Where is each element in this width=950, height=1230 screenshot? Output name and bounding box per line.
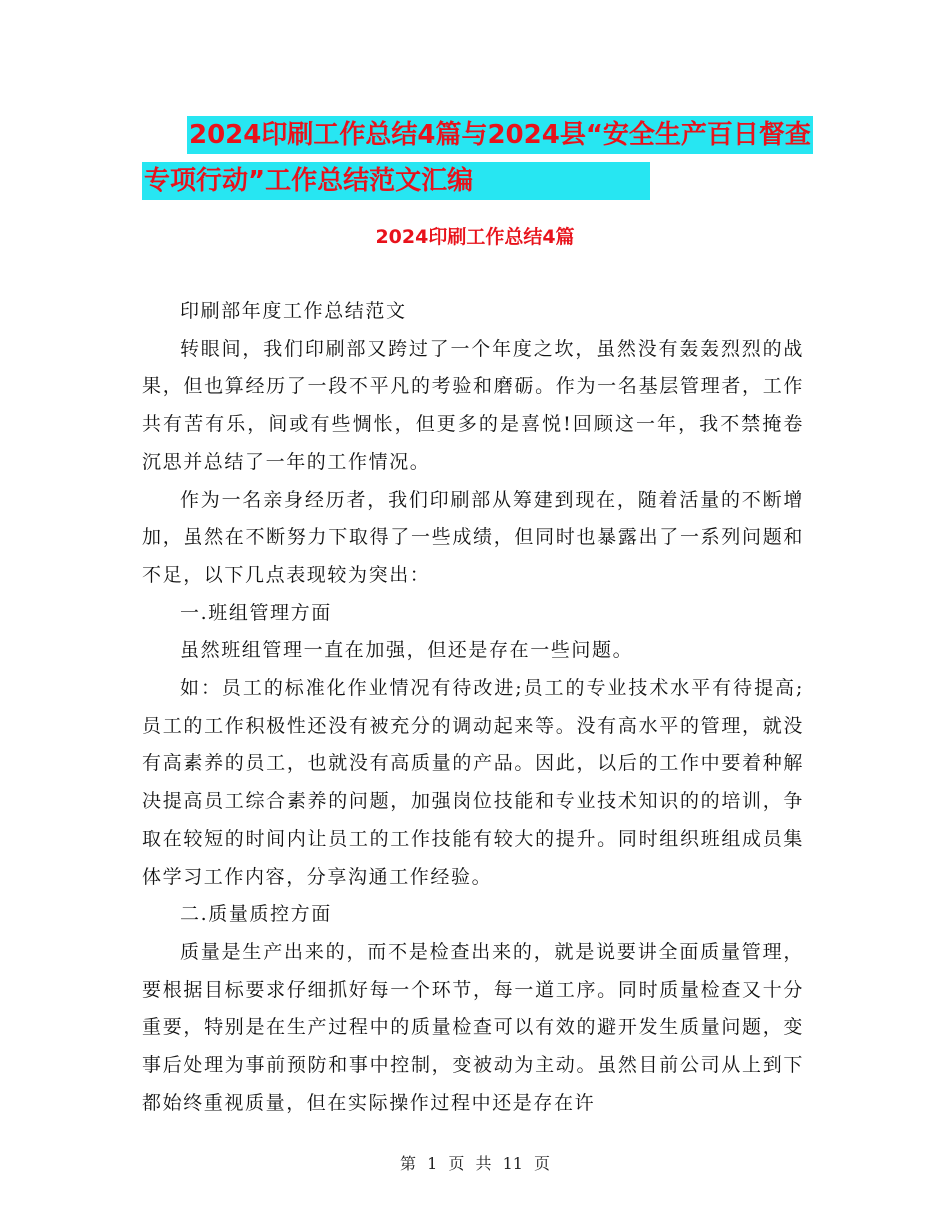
footer-page-number: 1: [427, 1154, 438, 1173]
footer-total-suffix: 页: [534, 1154, 551, 1173]
footer-page-prefix: 第: [399, 1154, 416, 1173]
footer-total-prefix: 共: [475, 1154, 492, 1173]
heading-team-management: 一.班组管理方面: [180, 601, 332, 624]
paragraph-team-details: 如：员工的标准化作业情况有待改进;员工的专业技术水平有待提高;员工的工作积极性还没有被充分的调动起来等。没有高水平的管理，就没有高素养的员工，也就没有高质量的产品。因此，以后的工作中要着种解决提高员工综合素养的问题，加强岗位技能和专业技术知识的的培训，争取在较短的时间内让员工的工作技能有较大的提升。同时组织班组成员集体学习工作内容，分享沟通工作经验。: [142, 677, 804, 888]
footer-total-pages: 11: [502, 1154, 523, 1173]
section-heading: 2024印刷工作总结4篇: [375, 226, 575, 248]
paragraph-intro: 转眼间，我们印刷部又跨过了一个年度之坎，虽然没有轰轰烈烈的战果，但也算经历了一段不平凡的考验和磨砺。作为一名基层管理者，工作共有苦有乐，间或有些惆怅，但更多的是喜悦!回顾这一年，我不禁掩卷沉思并总结了一年的工作情况。: [142, 337, 804, 473]
heading-quality-control: 二.质量质控方面: [180, 903, 332, 926]
footer-page-mid: 页: [448, 1154, 465, 1173]
page-footer: [0, 1152, 950, 1176]
paragraph-team-issues: 虽然班组管理一直在加强，但还是存在一些问题。: [180, 639, 634, 662]
title-line-2: 专项行动”工作总结范文汇编: [142, 162, 650, 200]
paragraph-problems: 作为一名亲身经历者，我们印刷部从筹建到现在，随着活量的不断增加，虽然在不断努力下取得了一些成绩，但同时也暴露出了一系列问题和不足，以下几点表现较为突出：: [142, 488, 804, 586]
document-body: [142, 293, 804, 1122]
paragraph-quality-details: 质量是生产出来的，而不是检查出来的，就是说要讲全面质量管理，要根据目标要求仔细抓好每一个环节，每一道工序。同时质量检查又十分重要，特别是在生产过程中的质量检查可以有效的避开发生质量问题，变事后处理为事前预防和事中控制，变被动为主动。虽然目前公司从上到下都始终重视质量，但在实际操作过程中还是存在许: [142, 940, 804, 1114]
paragraph-heading-summary: 印刷部年度工作总结范文: [180, 300, 407, 322]
title-line-1: 2024印刷工作总结4篇与2024县“安全生产百日督查: [187, 116, 813, 154]
